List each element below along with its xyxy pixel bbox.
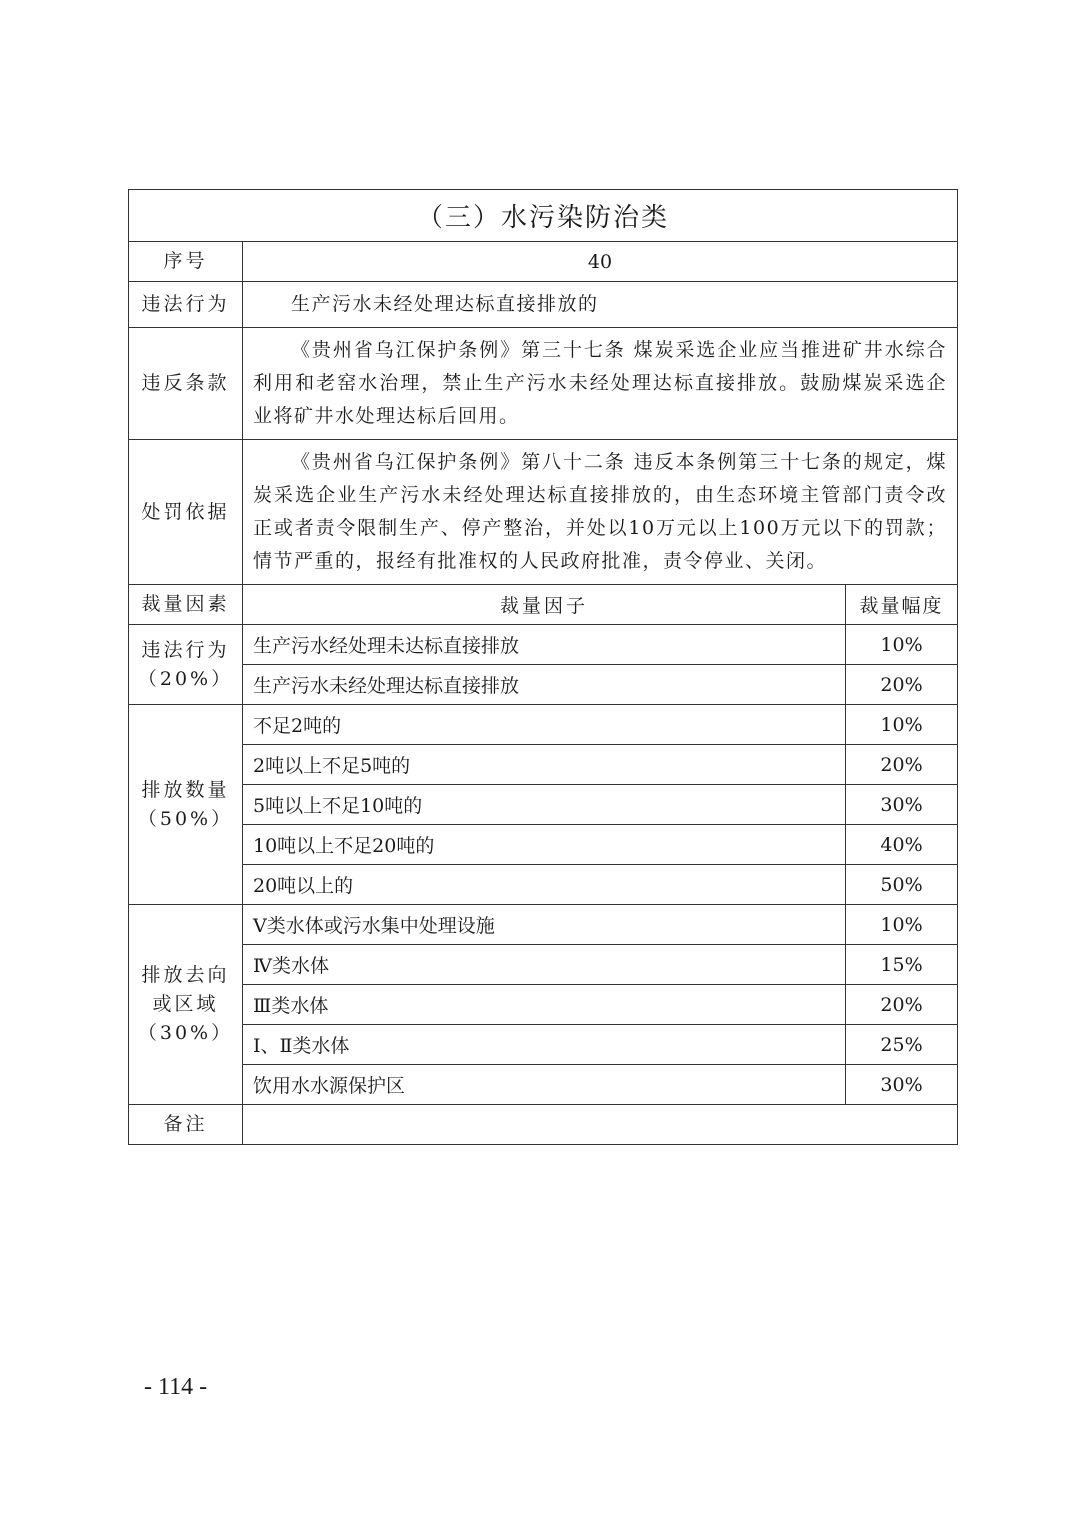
group-label-destination: 排放去向 或区域 （30%） <box>129 905 243 1105</box>
table-row-factor: Ⅰ、Ⅱ类水体 <box>243 1025 846 1065</box>
clause-text: 《贵州省乌江保护条例》第三十七条 煤炭采选企业应当推进矿井水综合利用和老窑水治理，禁止生产污水未经处理达标直接排放。鼓励煤炭采选企业将矿井水处理达标后回用。 <box>243 328 958 440</box>
remark-value <box>243 1105 958 1145</box>
table-row-pct: 30% <box>846 1065 958 1105</box>
behavior-value: 生产污水未经处理达标直接排放的 <box>243 282 958 328</box>
table-row-pct: 25% <box>846 1025 958 1065</box>
remark-label: 备注 <box>129 1105 243 1145</box>
group-label-quantity: 排放数量 （50%） <box>129 705 243 905</box>
table-row-factor: 生产污水经处理未达标直接排放 <box>243 625 846 665</box>
table-row-factor: Ⅲ类水体 <box>243 985 846 1025</box>
table-row-factor: 5吨以上不足10吨的 <box>243 785 846 825</box>
discretion-table <box>128 189 958 1145</box>
table-row-factor: 生产污水未经处理达标直接排放 <box>243 665 846 705</box>
table-row-factor: 2吨以上不足5吨的 <box>243 745 846 785</box>
table-row-pct: 20% <box>846 665 958 705</box>
serial-label: 序号 <box>129 242 243 282</box>
table-row-factor: 20吨以上的 <box>243 865 846 905</box>
table-row-pct: 10% <box>846 705 958 745</box>
table-row-pct: 40% <box>846 825 958 865</box>
table-row-pct: 30% <box>846 785 958 825</box>
penalty-text: 《贵州省乌江保护条例》第八十二条 违反本条例第三十七条的规定，煤炭采选企业生产污水未经处理达标直接排放的，由生态环境主管部门责令改正或者责令限制生产、停产整治，并处以10万元以上100万元以下的罚款；情节严重的，报经有批准权的人民政府批准，责令停业、关闭。 <box>243 440 958 585</box>
table-row-factor: 10吨以上不足20吨的 <box>243 825 846 865</box>
clause-label: 违反条款 <box>129 328 243 440</box>
factor-header: 裁量因素 <box>129 585 243 625</box>
behavior-label: 违法行为 <box>129 282 243 328</box>
table-row-pct: 10% <box>846 625 958 665</box>
penalty-label: 处罚依据 <box>129 440 243 585</box>
page-number: - 114 - <box>144 1374 208 1400</box>
table-row-pct: 15% <box>846 945 958 985</box>
table-row-factor: Ⅳ类水体 <box>243 945 846 985</box>
table-row-pct: 10% <box>846 905 958 945</box>
group-label-behavior: 违法行为 （20%） <box>129 625 243 705</box>
table-row-factor: 饮用水水源保护区 <box>243 1065 846 1105</box>
subfactor-header: 裁量因子 <box>243 585 846 625</box>
serial-value: 40 <box>243 242 958 282</box>
table-row-pct: 50% <box>846 865 958 905</box>
table-title: （三）水污染防治类 <box>129 190 958 242</box>
table-row-pct: 20% <box>846 745 958 785</box>
table-row-pct: 20% <box>846 985 958 1025</box>
range-header: 裁量幅度 <box>846 585 958 625</box>
table-row-factor: 不足2吨的 <box>243 705 846 745</box>
table-row-factor: Ⅴ类水体或污水集中处理设施 <box>243 905 846 945</box>
